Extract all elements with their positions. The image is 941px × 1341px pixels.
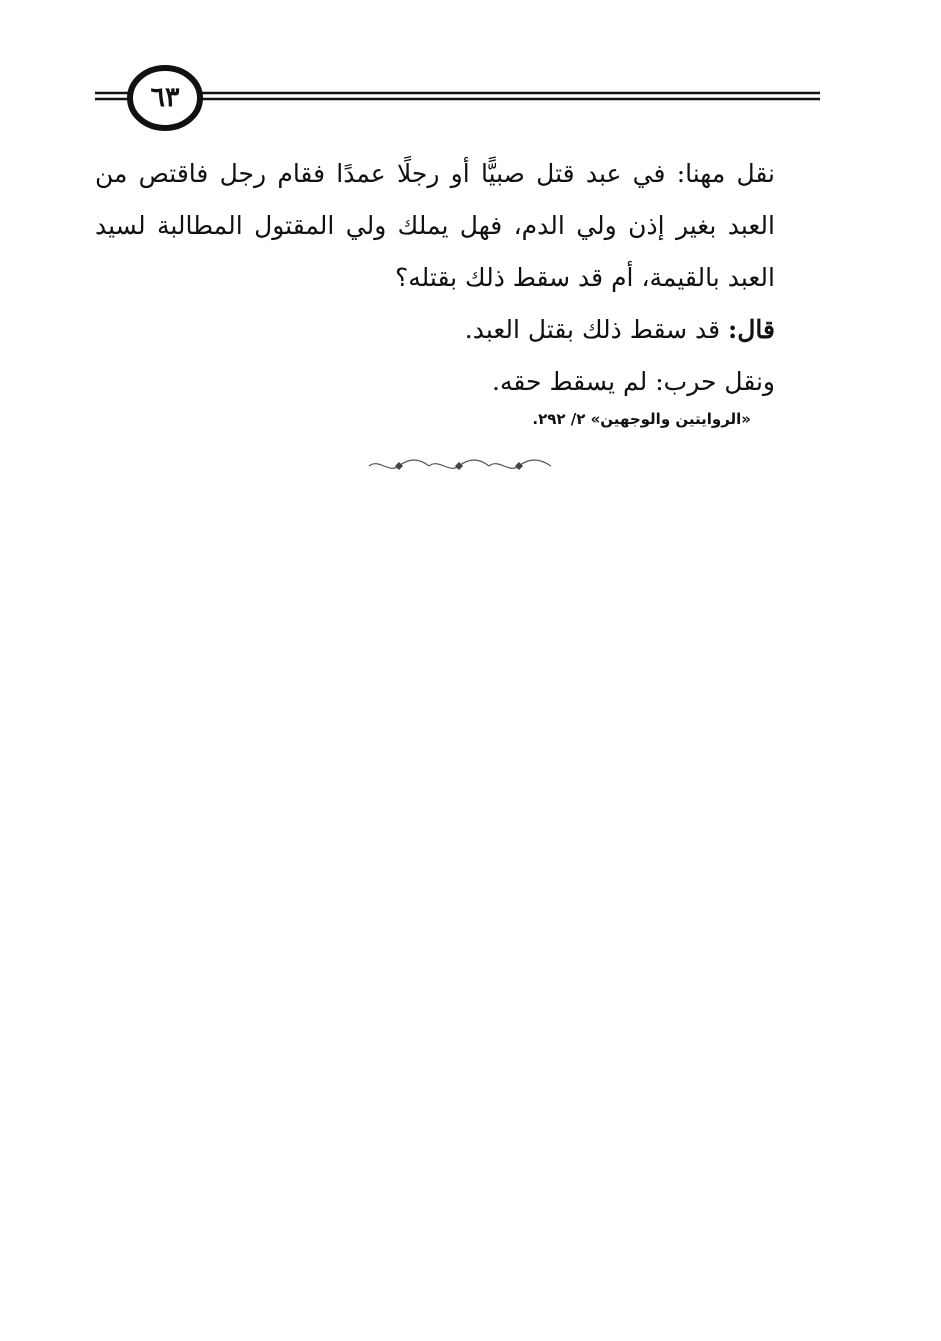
paragraph-question-text: نقل مهنا: في عبد قتل صبيًّا أو رجلًا عمدًا فقام رجل فاقتص من العبد بغير إذن ولي الدم، فهل يملك ولي المقتول المطالبة لسيد العبد بالقيمة، أم قد سقط ذلك بقتله؟ (95, 159, 775, 292)
ornament-diamond-1 (395, 462, 403, 470)
paragraph-answer-lead: قال: (728, 315, 775, 344)
paragraph-answer-text: قد سقط ذلك بقتل العبد. (464, 315, 721, 344)
section-divider-ornament (365, 456, 555, 476)
paragraph-harb-text: ونقل حرب: لم يسقط حقه. (492, 367, 775, 396)
page-number: ٦٣ (150, 82, 180, 113)
source-citation: «الروايتين والوجهين» ٢/ ٢٩٢. (532, 410, 751, 428)
paragraph-answer (95, 304, 821, 356)
ornament-diamond-3 (515, 462, 523, 470)
page-header (0, 0, 941, 140)
ornament-diamond-2 (455, 462, 463, 470)
paragraph-harb (95, 356, 821, 408)
paragraph-question (95, 148, 821, 304)
body-text (95, 148, 821, 408)
